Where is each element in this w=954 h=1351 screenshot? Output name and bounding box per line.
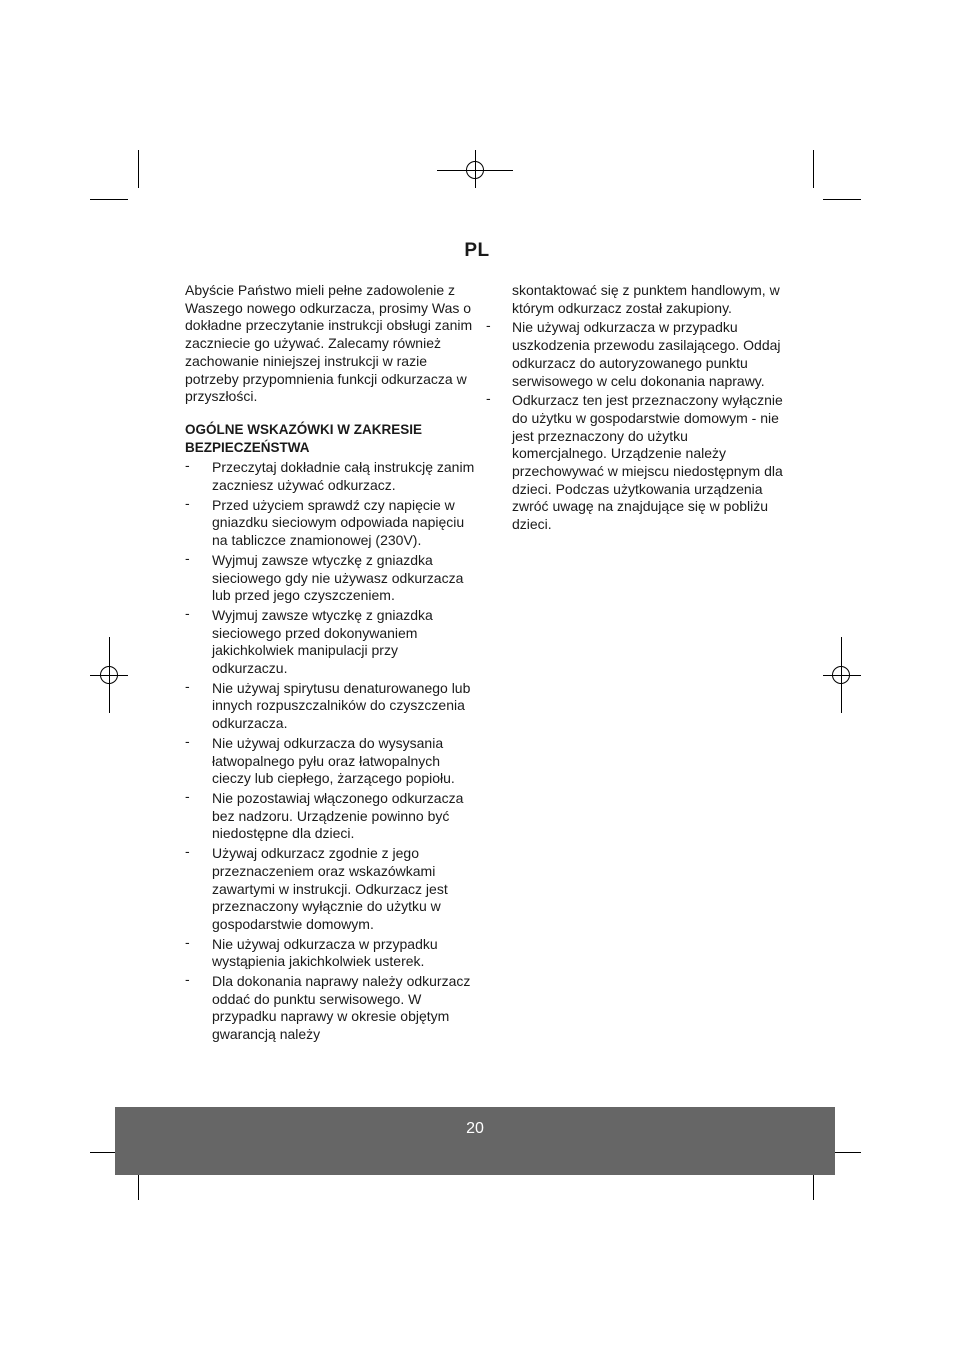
list-item: - Dla dokonania naprawy należy odkurzacz oddać do punktu serwisowego. W przypadku naprawy w okresie objętym gwarancją należy <box>185 971 471 1043</box>
list-item: - Wyjmuj zawsze wtyczkę z gniazdka sieciowego gdy nie używasz odkurzacza lub przed jego czyszczeniem. <box>185 549 464 604</box>
page-number: 20 <box>466 1120 484 1137</box>
list-item: - Nie używaj odkurzacza do wysysania łatwopalnego pyłu oraz łatwopalnych cieczy lub ciepłego, żarzącego popiołu. <box>185 732 455 787</box>
list-item: - Przeczytaj dokładnie całą instrukcję zanim zaczniesz używać odkurzacz. <box>185 457 475 494</box>
list-item: - Nie pozostawiaj włączonego odkurzacza bez nadzoru. Urządzenie powinno być niedostępne dla dzieci. <box>185 787 464 842</box>
list-item: - Nie używaj spirytusu denaturowanego lub innych rozpuszczalników do czyszczenia odkurzacza. <box>185 677 471 732</box>
left-column <box>185 282 475 1046</box>
list-item: - Odkurzacz ten jest przeznaczony wyłącznie do użytku w gospodarstwie domowym - nie jest przeznaczony do użytku komercjalnego. Urządzenie należy przechowywać w miejscu niedostępnym dla dzieci. Podczas użytkowania urządzenia zwróć uwagę na znajdujące się w pobliżu dzieci. <box>486 390 783 533</box>
intro-paragraph: Abyście Państwo mieli pełne zadowolenie z Waszego nowego odkurzacza, prosimy Was o dokładne przeczytanie instrukcji obsługi zanim zacznie​cie go używać. Zalecamy również zachowanie niniejszej instrukcji w razie potrzeby przypomnienia funkcji odkurzacza w przyszłości. <box>185 282 473 405</box>
right-column <box>486 282 786 536</box>
list-item: - Wyjmuj zawsze wtyczkę z gniazdka sieciowego przed dokonywaniem jakichkolwiek manipulacji przy odkurzaczu. <box>185 604 433 677</box>
safety-list-continued <box>486 319 786 533</box>
list-item: - Używaj odkurzacz zgodnie z jego przeznaczeniem oraz wskazówkami zawartymi w instrukcji. Odkurzacz jest przeznaczony wyłącznie do użytku w gospodarstwie domowym. <box>185 843 448 932</box>
list-item: - Przed użyciem sprawdź czy napięcie w gniazdku sieciowym odpowiada napięciu na tabliczce znamionowej (230V). <box>185 494 465 549</box>
language-code: PL <box>464 240 490 261</box>
safety-heading: OGÓLNE WSKAZÓWKI W ZAKRESIE BEZPIECZEŃSTWA <box>185 421 422 455</box>
safety-list <box>185 459 475 1044</box>
list-item-continuation: skontaktować się z punktem handlowym, w którym odkurzacz został zakupiony. <box>512 282 780 316</box>
list-item: - Nie używaj odkurzacza w przypadku wystąpienia jakichkolwiek usterek. <box>185 933 438 970</box>
footer-band <box>115 1107 835 1175</box>
list-item: - Nie używaj odkurzacza w przypadku uszkodzenia przewodu zasilającego. Oddaj odkurzacz do autoryzowanego punktu serwisowego w celu dokonania naprawy. <box>486 317 781 389</box>
